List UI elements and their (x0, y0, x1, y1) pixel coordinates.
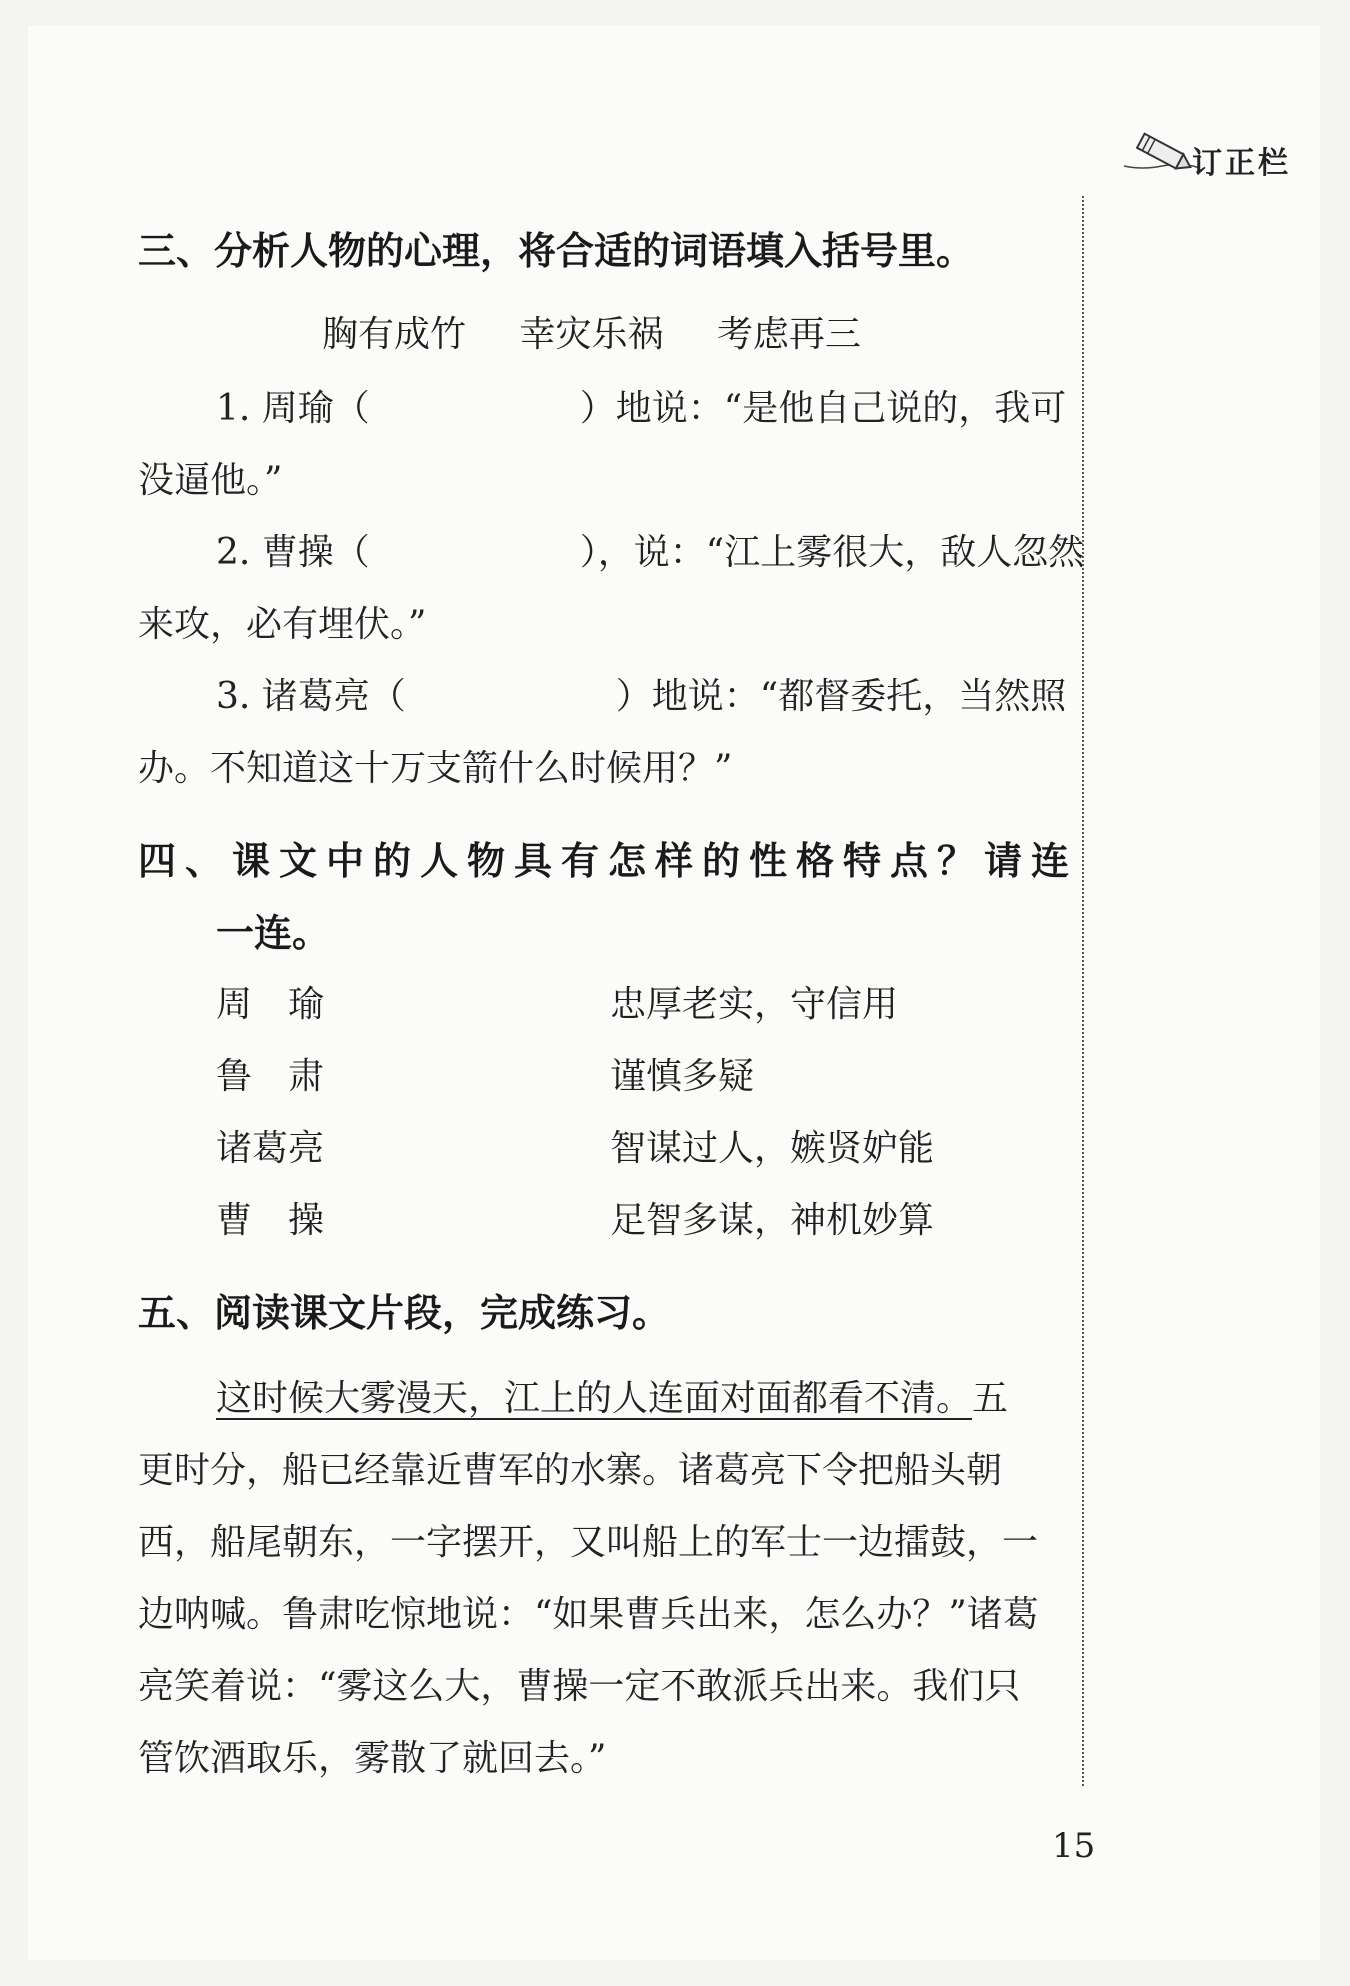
pencil-icon (1122, 130, 1202, 176)
q3-continuation: 办。不知道这十万支箭什么时候用？” (138, 748, 733, 789)
character-name[interactable]: 曹 操 (216, 1200, 325, 1241)
question-1 (216, 380, 1066, 431)
q1-start: 1. 周瑜（ (216, 388, 370, 429)
q2-start: 2. 曹操（ (216, 532, 370, 573)
character-name[interactable]: 周 瑜 (216, 984, 325, 1025)
correction-column-header (1092, 128, 1302, 188)
passage-line-6: 管饮酒取乐，雾散了就回去。” (138, 1738, 607, 1779)
section4-heading-cont: 一连。 (216, 911, 331, 955)
passage-line-3: 西，船尾朝东，一字摆开，又叫船上的军士一边擂鼓，一 (138, 1522, 1039, 1563)
word-option: 幸灾乐祸 (519, 314, 664, 355)
character-name[interactable]: 诸葛亮 (216, 1128, 325, 1169)
character-name[interactable]: 鲁 肃 (216, 1056, 325, 1097)
section5-heading: 五、阅读课文片段，完成练习。 (138, 1291, 671, 1335)
word-option: 考虑再三 (716, 314, 861, 355)
correction-column-label: 订正栏 (1192, 146, 1291, 181)
q2-continuation: 来攻，必有埋伏。” (138, 604, 427, 645)
q3-start: 3. 诸葛亮（ (216, 676, 406, 717)
page-number: 15 (1052, 1826, 1096, 1866)
passage-line-4: 边呐喊。鲁肃吃惊地说：“如果曹兵出来，怎么办？”诸葛 (138, 1594, 1039, 1635)
q3-end: ）地说：“都督委托，当然照 (615, 676, 1067, 717)
passage-line-1 (216, 1370, 1008, 1421)
section4-heading: 四、课文中的人物具有怎样的性格特点？请连 (138, 839, 1079, 883)
trait-option[interactable]: 谨慎多疑 (610, 1056, 755, 1097)
question-3 (216, 668, 1066, 719)
margin-divider (1082, 196, 1084, 1786)
section3-heading: 三、分析人物的心理，将合适的词语填入括号里。 (138, 229, 975, 273)
word-bank (322, 306, 903, 357)
passage-line-5: 亮笑着说：“雾这么大，曹操一定不敢派兵出来。我们只 (138, 1666, 1021, 1707)
question-2 (216, 524, 1084, 575)
underlined-sentence: 这时候大雾漫天，江上的人连面对面都看不清。 (216, 1378, 973, 1419)
trait-option[interactable]: 忠厚老实，守信用 (610, 984, 899, 1025)
trait-option[interactable]: 足智多谋，神机妙算 (610, 1200, 935, 1241)
passage-text: 五 (972, 1378, 1009, 1419)
q1-end: ）地说：“是他自己说的，我可 (579, 388, 1067, 429)
q1-continuation: 没逼他。” (138, 460, 283, 501)
passage-line-2: 更时分，船已经靠近曹军的水寨。诸葛亮下令把船头朝 (138, 1450, 1003, 1491)
q2-end: ），说：“江上雾很大，敌人忽然 (579, 532, 1085, 573)
trait-option[interactable]: 智谋过人，嫉贤妒能 (610, 1128, 935, 1169)
word-option: 胸有成竹 (322, 314, 467, 355)
